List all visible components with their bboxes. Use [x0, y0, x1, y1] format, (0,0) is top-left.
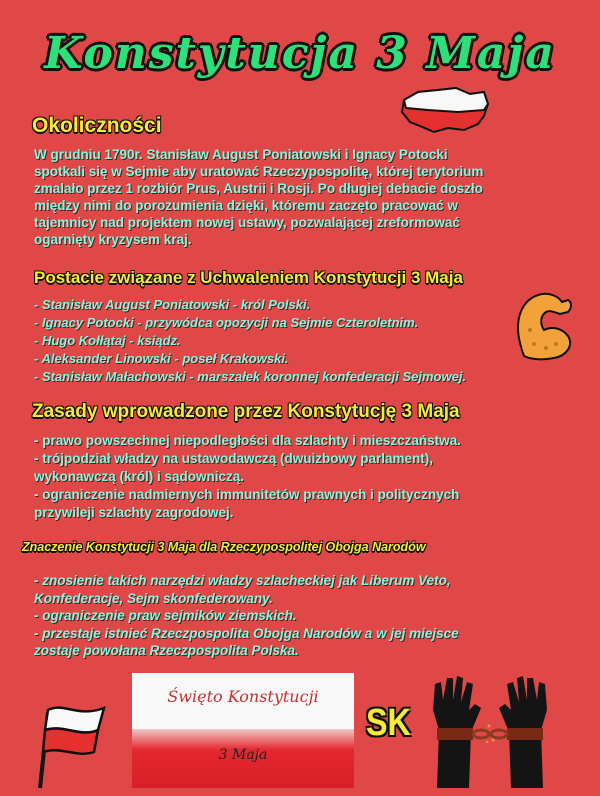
broken-chains-icon [425, 670, 555, 790]
heading-znaczenie: Znaczenie Konstytucji 3 Maja dla Rzeczypospolitej Obojga Narodów [22, 540, 426, 554]
page-title: Konstytucja 3 Maja [44, 28, 556, 79]
list-item: - prawo powszechnej niepodległości dla szlachty i mieszczaństwa. [34, 433, 461, 448]
list-item: - Aleksander Linowski - poseł Krakowski. [34, 351, 289, 366]
list-item: - Hugo Kołłątaj - ksiądz. [34, 333, 181, 348]
list-item: - ograniczenie nadmiernych immunitetów prawnych i politycznych [34, 487, 460, 502]
list-item: przywileji szlachty zagrodowej. [34, 505, 234, 520]
banner-line2: 3 Maja [218, 747, 268, 763]
holiday-banner [132, 673, 354, 788]
list-item: - znosienie takich narzędzi władzy szlacheckiej jak Liberum Veto, [34, 573, 451, 588]
list-item: Konfederacje, Sejm skonfederowany. [34, 590, 273, 606]
list-item: - przestaje istnieć Rzeczpospolita Obojga Narodów a w jej miejsce [34, 625, 459, 641]
polish-flag-icon [34, 696, 114, 791]
postacie-list [34, 296, 466, 386]
text-line: między nimi do porozumienia dzięki, któremu zaczęto pracować w [34, 198, 458, 213]
signature: SK [365, 702, 411, 744]
text-line: ogarnięty kryzysem kraj. [34, 232, 192, 247]
okolicznosci-text [34, 146, 483, 248]
text-line: tajemnicy nad projektem nowej ustawy, pozwalającej zreformować [34, 215, 460, 230]
heading-okolicznosci: Okoliczności [32, 114, 162, 137]
heading-postacie: Postacie związane z Uchwaleniem Konstytucji 3 Maja [34, 268, 463, 287]
znaczenie-list [34, 572, 459, 660]
flexed-arm-icon [510, 290, 580, 362]
list-item: - trójpodział władzy na ustawodawczą (dwuizbowy parlament), [34, 451, 434, 466]
list-item: - ograniczenie praw sejmików ziemskich. [34, 608, 297, 623]
text-line: spotkali się w Sejmie aby uratować Rzeczypospolitę, której terytorium [34, 164, 484, 179]
text-line: zmalało przez 1 rozbiór Prus, Austrii i Rosji. Po długiej debacie doszło [34, 181, 483, 196]
list-item: - Stanisław August Poniatowski - król Polski. [34, 297, 311, 312]
heading-zasady: Zasady wprowadzone przez Konstytucję 3 Maja [32, 401, 460, 422]
list-item: zostaje powołana Rzeczpospolita Polska. [34, 643, 299, 658]
text-line: W grudniu 1790r. Stanisław August Poniatowski i Ignacy Potocki [34, 147, 448, 162]
banner-line1: Święto Konstytucji [167, 687, 319, 706]
list-item: - Stanisław Małachowski - marszałek koronnej konfederacji Sejmowej. [34, 369, 467, 384]
list-item: - Ignacy Potocki - przywódca opozycji na Sejmie Czteroletnim. [34, 315, 419, 330]
poland-map-icon [398, 86, 493, 136]
list-item: wykonawczą (król) i sądowniczą. [34, 469, 245, 484]
zasady-list [34, 432, 461, 522]
